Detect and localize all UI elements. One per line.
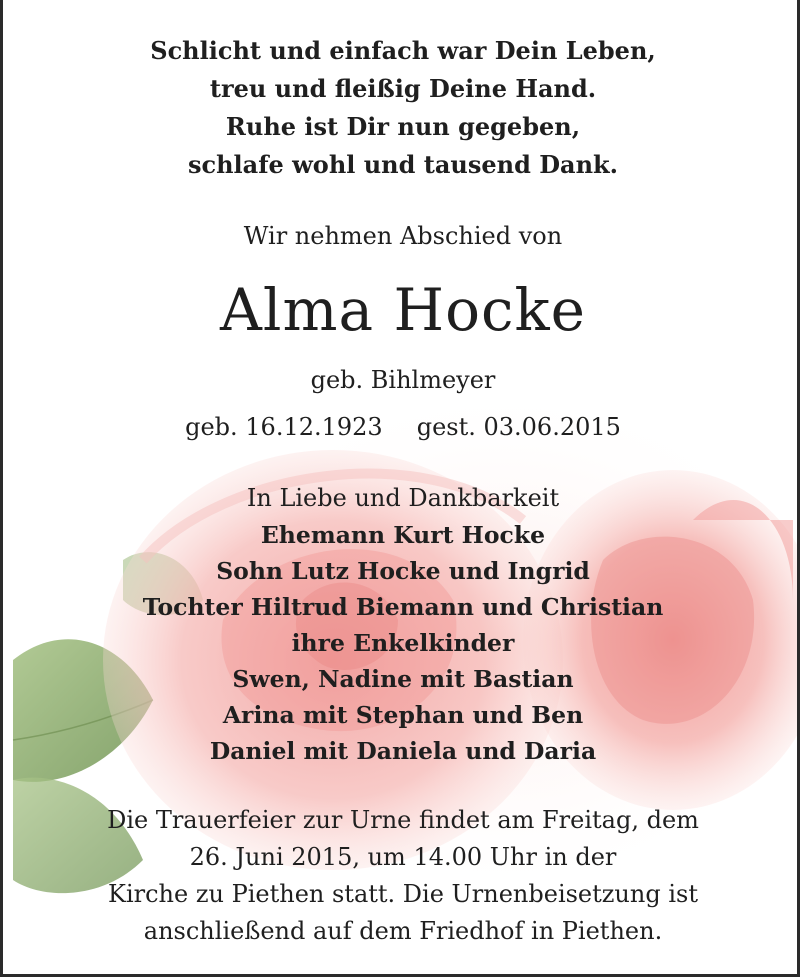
- mourner-line: Sohn Lutz Hocke und Ingrid: [216, 557, 590, 585]
- poem-line: schlafe wohl und tausend Dank.: [187, 150, 619, 179]
- poem-line: Ruhe ist Dir nun gegeben,: [225, 112, 581, 141]
- service-line: 26. Juni 2015, um 14.00 Uhr in der: [189, 843, 617, 871]
- mourner-line: Daniel mit Daniela und Daria: [209, 737, 597, 765]
- deceased-name: Alma Hocke: [220, 276, 586, 344]
- mourner-line: Ehemann Kurt Hocke: [260, 521, 546, 549]
- poem-line: Schlicht und einfach war Dein Leben,: [150, 36, 656, 65]
- life-dates: [3, 413, 800, 441]
- mourner-line: Swen, Nadine mit Bastian: [232, 665, 574, 693]
- mourner-line: ihre Enkelkinder: [291, 629, 515, 657]
- farewell-text: Wir nehmen Abschied von: [243, 222, 563, 250]
- poem-line: treu und fleißig Deine Hand.: [209, 74, 597, 103]
- service-line: Die Trauerfeier zur Urne findet am Freitag, dem: [107, 806, 699, 834]
- service-line: anschließend auf dem Friedhof in Piethen.: [143, 917, 663, 945]
- mourners-intro: In Liebe und Dankbarkeit: [246, 484, 560, 512]
- mourner-line: Arina mit Stephan und Ben: [222, 701, 584, 729]
- service-line: Kirche zu Piethen statt. Die Urnenbeisetzung ist: [108, 880, 698, 908]
- mourner-line: Tochter Hiltrud Biemann und Christian: [142, 593, 664, 621]
- maiden-name: geb. Bihlmeyer: [310, 366, 496, 394]
- birth-date: geb. 16.12.1923: [185, 413, 383, 441]
- notice-text: [3, 0, 800, 977]
- death-date: gest. 03.06.2015: [416, 413, 621, 441]
